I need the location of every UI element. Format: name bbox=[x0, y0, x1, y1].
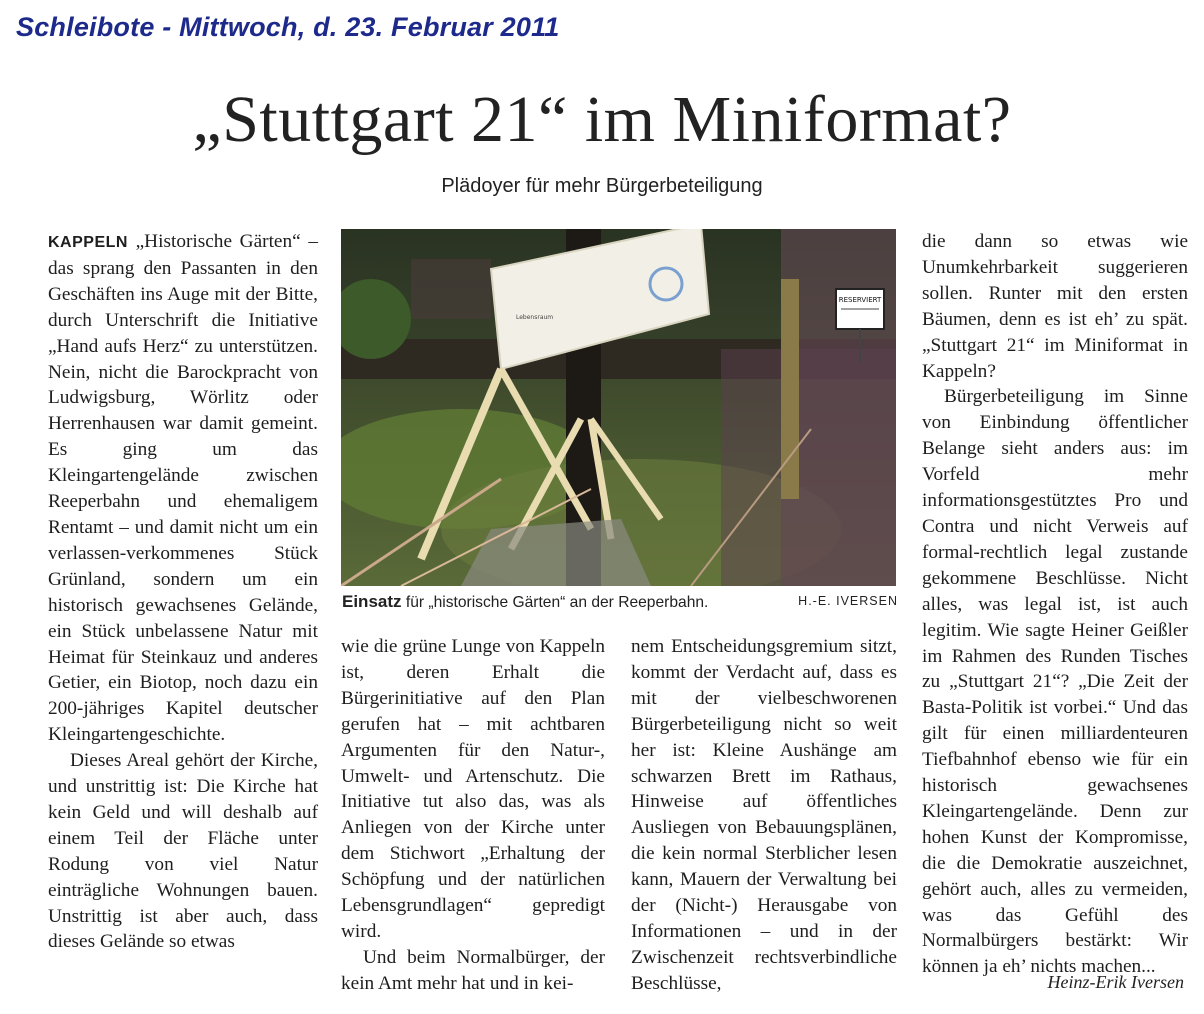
paragraph: Dieses Areal gehört der Kirche, und unstrittig ist: Die Kirche hat kein Geld und will deshalb auf einem Teil der Fläche unter Rodung von viel Natur einträgliche Wohnungen bauen. Unstrittig ist aber auch, dass dieses Gelände so etwas bbox=[48, 750, 318, 953]
reserved-sign-text: RESERVIERT bbox=[838, 296, 882, 304]
paragraph: nem Entscheidungsgremium sitzt, kommt der Verdacht auf, dass es mit der vielbeschworenen Bürgerbeteiligung nicht so weit her ist: Kleine Aushänge am schwarzen Brett im Rathaus, Hinweise auf öffentliches Ausliegen von Bebauungsplänen, die kein normal Sterblicher lesen kann, Mauern der Verwaltung bei der (Nicht-) Herausgabe von Informationen – und in der Zwischenzeit rechtsverbindliche Beschlüsse, bbox=[631, 636, 897, 994]
author-name: Heinz-Erik Iversen bbox=[1047, 972, 1184, 992]
dateline: KAPPELN bbox=[48, 234, 128, 251]
caption-lead: Einsatz bbox=[342, 592, 402, 611]
paragraph: Bürgerbeteiligung im Sinne von Einbindung öffentlicher Belange sieht anders aus: im Vorfeld mehr informationsgestütztes Pro und Contra und nicht Verweis auf formal-rechtlich legal zustande gekommene Beschlüsse. Nicht alles, was legal ist, ist auch legitim. Wie sagte Heiner Geißler im Rahmen des Runden Tisches zu „Stuttgart 21“? „Die Zeit der Basta-Politik ist vorbei.“ Und das gilt für einen milliardenteuren Tiefbahnhof ebenso wie für ein historisch gewachsenes Kleingartengelände. Denn zur hohen Kunst der Kompromisse, die die Demokratie auszeichnet, gehört auch, alles zu vermeiden, was das Gefühl des Normalbürgers bestärkt: Wir können ja eh’ nichts machen... bbox=[922, 386, 1188, 978]
sign-label: Lebensraum bbox=[516, 314, 554, 321]
caption-text: für „historische Gärten“ an der Reeperbahn. bbox=[401, 594, 709, 611]
paragraph: die dann so etwas wie Unumkehrbarkeit suggerieren sollen. Runter mit den ersten Bäumen, denn es ist eh’ zu spät. „Stuttgart 21“ im Miniformat in Kappeln? bbox=[922, 231, 1188, 382]
masthead: Schleibote - Mittwoch, d. 23. Februar 2011 bbox=[16, 12, 560, 42]
paragraph-text: „Historische Gärten“ – das sprang den Passanten in den Geschäften ins Auge mit der Bitte, durch Unterschrift die Initiative „Hand aufs Herz“ zu unterstützen. Nein, nicht die Barockpracht von Ludwigsburg, Wörlitz oder Herrenhausen war damit gemeint. Es ging um das Kleingartengelände zwischen Reeperbahn und ehemaligem Rentamt – und damit nicht um ein verlassen-verkommenes Stück Grünland, sondern um ein historisch gewachsenes Gelände, ein Stück unbelassene Natur mit Heimat für Steinkauz und anderes Getier, ein Biotop, noch dazu ein 200-jähriges Kapitel deutscher Kleingartengeschichte. bbox=[48, 231, 318, 746]
article-column-2 bbox=[341, 634, 605, 997]
paragraph: wie die grüne Lunge von Kappeln ist, deren Erhalt die Bürgerinitiative auf den Plan gerufen hat – mit achtbaren Argumenten für den Natur-, Umwelt- und Artenschutz. Die Initiative tut also das, was als Anliegen von der Kirche unter dem Stichwort „Erhaltung der Schöpfung und der natürlichen Lebensgrundlagen“ gepredigt wird. bbox=[341, 636, 605, 942]
article-photo bbox=[341, 229, 896, 586]
article-column-1 bbox=[48, 229, 318, 955]
paragraph: Und beim Normalbürger, der kein Amt mehr hat und in kei- bbox=[341, 946, 605, 994]
article-column-3 bbox=[631, 634, 897, 997]
paragraph bbox=[48, 229, 318, 748]
garden-sign-photo bbox=[341, 229, 896, 586]
article-column-4 bbox=[922, 229, 1188, 980]
photo-caption bbox=[342, 592, 898, 612]
subhead: Plädoyer für mehr Bürgerbeteiligung bbox=[441, 175, 763, 197]
photo-credit: H.-E. IVERSEN bbox=[798, 594, 898, 608]
headline: „Stuttgart 21“ im Miniformat? bbox=[192, 83, 1012, 156]
